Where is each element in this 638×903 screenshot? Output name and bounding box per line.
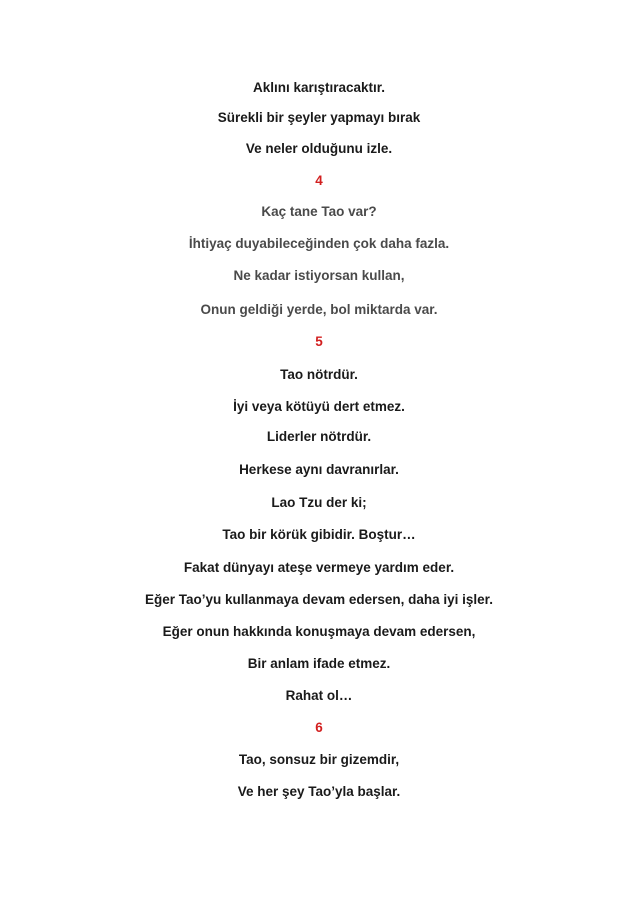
poem-line: İyi veya kötüyü dert etmez. [233, 399, 405, 414]
poem-line: Onun geldiği yerde, bol miktarda var. [200, 302, 438, 317]
poem-line: Tao nötrdür. [280, 367, 358, 382]
poem-line: Sürekli bir şeyler yapmayı bırak [217, 110, 421, 125]
poem-line: Bir anlam ifade etmez. [247, 656, 391, 671]
poem-line: Tao bir körük gibidir. Boştur… [222, 527, 416, 542]
poem-line: Rahat ol… [285, 688, 353, 703]
poem-line: Ne kadar istiyorsan kullan, [233, 268, 405, 283]
poem-line: Lao Tzu der ki; [271, 495, 367, 510]
section-number: 5 [315, 334, 323, 349]
poem-line: Ve her şey Tao’yla başlar. [237, 784, 401, 799]
poem-line: Fakat dünyayı ateşe vermeye yardım eder. [183, 560, 455, 575]
poem-line: Ve neler olduğunu izle. [245, 141, 393, 156]
poem-line: Liderler nötrdür. [266, 429, 372, 444]
poem-line: Eğer Tao’yu kullanmaya devam edersen, daha iyi işler. [145, 592, 493, 607]
section-number: 6 [315, 720, 323, 735]
poem-line: Kaç tane Tao var? [261, 204, 377, 219]
poem-line: Aklını karıştıracaktır. [252, 80, 386, 95]
poem-line: İhtiyaç duyabileceğinden çok daha fazla. [188, 236, 450, 251]
section-number: 4 [315, 173, 323, 188]
poem-line: Tao, sonsuz bir gizemdir, [238, 752, 400, 767]
poem-line: Eğer onun hakkında konuşmaya devam edersen, [162, 624, 476, 639]
poem-line: Herkese aynı davranırlar. [239, 462, 399, 477]
